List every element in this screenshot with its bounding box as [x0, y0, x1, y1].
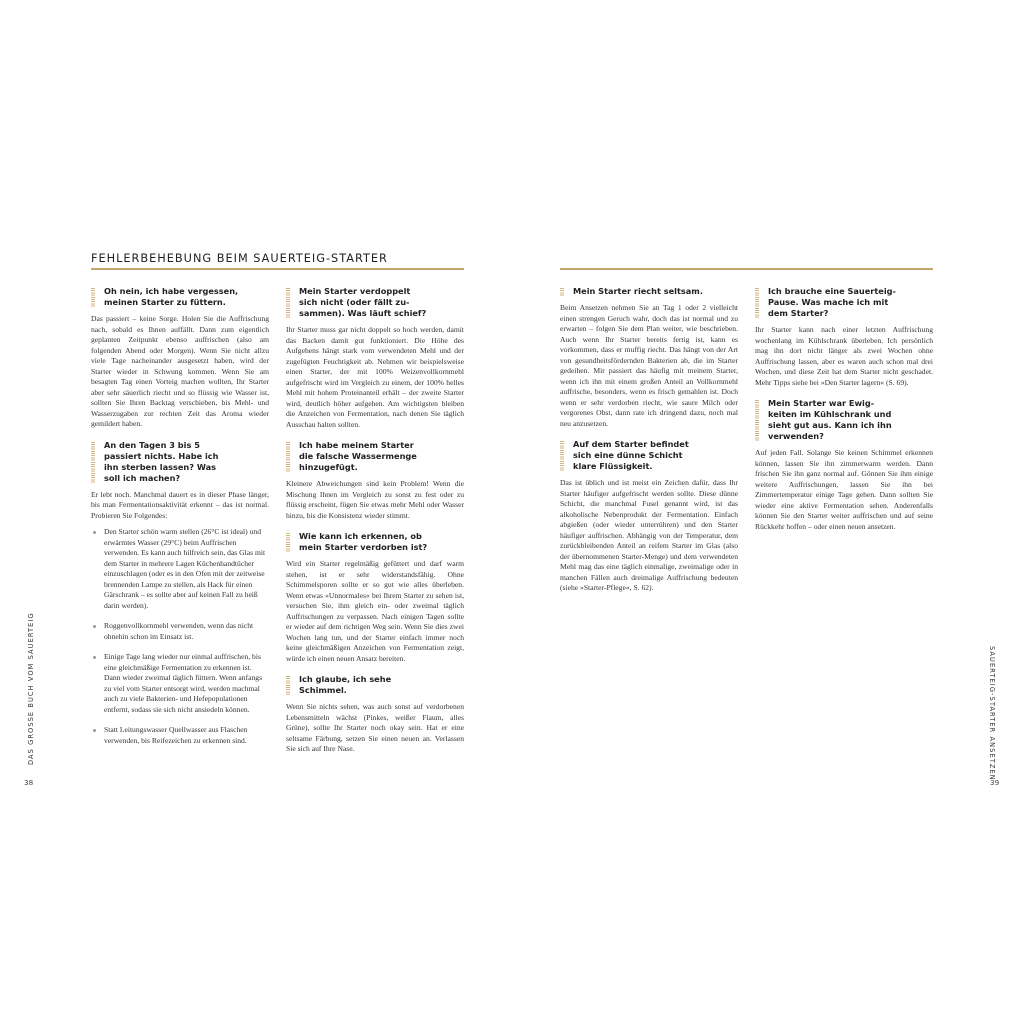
column-3 [560, 286, 738, 594]
question-line: soll ich machen? [104, 472, 181, 483]
answer-text: Beim Ansetzen nehmen Sie an Tag 1 oder 2 vielleicht einen strengen Geruch wahr, doch das ist normal und zu erwarten – folgen Sie dem Plan weiter, wie beschrieben. Auch wenn Ihr Starter bereits fertig ist, kann es vorkommen, dass er muffig riecht. Das hängt von der Art von gesundheitsfördernden Bakterien ab, die im Starter gedeihen. Mir passiert das häufig mit meinem Starter, wenn ich ihn mit einem großen Anteil an Vollkornmehl auffrische, besonders, wenn es frisch gemahlen ist. Doch wenn er sehr verdorben riecht, wie saure Milch oder vergorenes Obst, dann rate ich dringend dazu, noch mal neu anzusetzen. [560, 303, 738, 428]
list-item: Den Starter schön warm stellen (26°C ist ideal) und erwärmtes Wasser (29°C) beim Auffrischen verwenden. Es kann auch hilfreich sein, das Glas mit dem Starter in mehrere Lagen Küchenhandtücher einzuschlagen (oder es in den Ofen mit der zeitweise brennenden Lampe zu stellen, als Hack für einen Gärschrank – es sollte aber auf keinen Fall zu heiß darin werden). [91, 527, 269, 611]
question-block [560, 439, 738, 472]
question-line: Mein Starter riecht seltsam. [573, 286, 703, 296]
question-line: An den Tagen 3 bis 5 [104, 439, 200, 450]
question-line: Ich habe meinem Starter [299, 440, 414, 450]
question-block [91, 286, 269, 308]
question-line: passiert nichts. Habe ich [104, 450, 219, 461]
answer-text: Das passiert – keine Sorge. Holen Sie die Auffrischung nach, sobald es Ihnen auffällt. Dann zum eigentlich geplanten Zeitpunkt ebenso auffrischen (also am folgenden Abend oder Morgen). Wenn Sie nicht allzu viele Tage nacheinander ausgesetzt haben, wird der Starter wieder in Schwung kommen. Wenn Sie am besagten Tag einen Vorteig machen wollten, Ihr Starter aber sehr säuerlich riecht und so flüssig wie Wasser ist, sollten Sie Ihren Backtag verschieben, bis Mehl- und Wasserzugaben zur rechten Zeit das Aroma wieder gemildert haben. [91, 314, 269, 428]
question-line: die falsche Wassermenge [299, 451, 417, 461]
question-line: sammen). Was läuft schief? [299, 308, 427, 318]
question-line: klare Flüssigkeit. [573, 461, 653, 471]
page-number-right: 39 [990, 778, 1000, 787]
question-line: mein Starter verdorben ist? [299, 542, 428, 552]
question-heading [768, 286, 933, 319]
accent-bar [91, 442, 95, 484]
question-line: sich nicht (oder fällt zu- [299, 297, 410, 307]
question-heading [573, 286, 738, 297]
accent-bar [286, 533, 290, 553]
page-number-left: 38 [24, 778, 34, 787]
question-heading [104, 440, 269, 484]
question-line: Auf dem Starter befindet [573, 439, 689, 449]
list-item: Einige Tage lang wieder nur einmal auffrischen, bis eine gleichmäßige Fermentation zu erkennen ist. Dann wieder zweimal täglich füttern. Wenn anfangs zu viel vom Starter entsorgt wird, werden machmal auch zu viele Bakterien- und Hefepopulationen entfernt, sodass sie sich nicht ansiedeln können. [91, 652, 269, 715]
answer-text: Das ist üblich und ist meist ein Zeichen dafür, dass Ihr Starter häufiger aufgefrischt werden sollte. Diese dünne Schicht, die manchmal Fusel genannt wird, ist das alkoholische Nebenprodukt der Fermentation. Einfach abgießen (oder wieder unterrühren) und den Starter häufiger auffrischen. Abhängig von der Temperatur, dem zurückbleibenden Anteil an reifem Starter im Glas (also der übernommenen Starter-Menge) und dem verwendeten Mehl mag das eine täglich einmalige, zweimalige oder in manchen Fällen auch dreimalige Auffrischung bedeuten (siehe »Starter-Pflege«, S. 62). [560, 478, 738, 592]
answer-text: Ihr Starter muss gar nicht doppelt so hoch werden, damit das Backen damit gut funktioniert. Die Höhe des Aufgehens hängt stark vom verwendeten Mehl und der zugefügten Feuchtigkeit ab. Nehmen wir beispielsweise einen Starter, der mit 100% Weizenvollkornmehl aufgefrischt wird im Vergleich zu einem, der 100% helles Mehl mit hohem Proteinanteil erhält – der zweite Starter wird, deutlich höher aufgehen. Am wichtigsten bleiben die Anzeichen von Fermentation, nach denen Sie täglich Ausschau halten sollten. [286, 325, 464, 429]
question-line: meinen Starter zu füttern. [104, 297, 226, 307]
tips-list [91, 527, 269, 746]
list-item: Statt Leitungswasser Quellwasser aus Flaschen verwenden, bis Reifezeichen zu erkennen sind. [91, 725, 269, 746]
answer-text: Auf jeden Fall. Solange Sie keinen Schimmel erkennen können, lassen Sie ihn zimmerwarm werden. Dann frischen Sie ihn ganz normal auf. Gönnen Sie ihm einige weitere Auffrischungen, lassen Sie ihn bei Zimmertemperatur einige Tage gehen. Dann sollten Sie wieder eine aktive Fermentation sehen. Anderenfalls können Sie den Starter weiter auffrischen und auf seine Rückkehr hoffen – oder einen neuen ansetzen. [755, 448, 933, 531]
question-heading [104, 286, 269, 308]
question-line: verwenden? [768, 431, 824, 441]
question-line: Wie kann ich erkennen, ob [299, 531, 422, 541]
question-line: Ich glaube, ich sehe [299, 674, 392, 684]
question-line: Pause. Was mache ich mit [768, 297, 889, 307]
heading-rule-right [560, 268, 933, 270]
accent-bar [91, 288, 95, 308]
accent-bar [286, 442, 290, 473]
question-line: ihn sterben lassen? Was [104, 461, 216, 472]
question-heading [299, 286, 464, 319]
question-heading [573, 439, 738, 472]
accent-bar [560, 441, 564, 472]
question-block [286, 286, 464, 319]
question-line: sieht gut aus. Kann ich ihn [768, 420, 892, 430]
answer-text: Wenn Sie nichts sehen, was auch sonst auf verdorbenen Lebensmitteln wächst (Pinkes, weißer Flaum, alles Grüne), sollte Ihr Starter noch okay sein. Hat er eine seltsame Färbung, setzen Sie einen neuen an. Verlassen Sie sich auf Ihre Nase. [286, 702, 464, 753]
answer-text: Er lebt noch. Manchmal dauert es in dieser Phase länger, bis man Fermentationsaktivität erkennt – das ist normal. Probieren Sie Folgendes: [91, 489, 269, 520]
running-head-left: DAS GROSSE BUCH VOM SAUERTEIG [27, 612, 35, 765]
bullet-icon [93, 531, 96, 534]
bullet-icon [93, 625, 96, 628]
list-item: Roggenvollkornmehl verwenden, wenn das nicht ohnehin schon im Einsatz ist. [91, 621, 269, 642]
bullet-icon [93, 656, 96, 659]
answer-text: Kleinere Abweichungen sind kein Problem! Wenn die Mischung Ihnen im Vergleich zu sonst zu fest oder zu flüssig erscheint, fügen Sie etwas mehr Mehl oder Wasser hinzu, bis die Konsistenz wieder stimmt. [286, 479, 464, 520]
column-4 [755, 286, 933, 532]
question-line: Schimmel. [299, 685, 347, 695]
bullet-icon [93, 729, 96, 732]
accent-bar [286, 676, 290, 696]
question-heading [299, 531, 464, 553]
question-block [755, 398, 933, 442]
question-block [755, 286, 933, 319]
answer-text: Ihr Starter kann nach einer letzten Auffrischung wochenlang im Kühlschrank überleben. Ich persönlich mag ihn dort nicht länger als zwei Wochen ohne Auffrischung lassen, aber es waren auch schon mal drei Wochen, und diese Zeit hat dem Starter nicht geschadet. Mehr Tipps siehe bei »Den Starter lagern« (S. 69). [755, 325, 933, 387]
accent-bar [286, 288, 290, 319]
question-line: dem Starter? [768, 308, 829, 318]
question-heading [299, 674, 464, 696]
column-2 [286, 286, 464, 755]
question-line: Mein Starter war Ewig- [768, 398, 875, 408]
question-block [286, 674, 464, 696]
question-heading [299, 440, 464, 473]
question-line: hinzugefügt. [299, 462, 358, 472]
accent-bar [755, 288, 759, 319]
accent-bar [560, 288, 564, 297]
question-line: Mein Starter verdoppelt [299, 286, 411, 296]
question-block [286, 440, 464, 473]
question-line: sich eine dünne Schicht [573, 450, 683, 460]
answer-text: Wird ein Starter regelmäßig gefüttert und darf warm stehen, ist er sehr widerstandsfähig. Ohne Schimmelsporen sollte er so gut wie alles überleben. Wenn etwas »Unnormales« bei Ihrem Starter zu sehen ist, versuchen Sie, ihm gleich ein- oder zweimal täglich Auffrischungen zu verpassen. Nach einigen Tagen sollte er wieder auf dem richtigen Weg sein. Wenn Sie dies zwei Wochen lang tun, und der Starter einfach immer noch keine gleichmäßigen Anzeichen von Fermentation zeigt, würde ich einen neuen Ansatz bereiten. [286, 559, 464, 663]
question-line: keiten im Kühlschrank und [768, 409, 892, 419]
accent-bar [755, 400, 759, 442]
question-block [286, 531, 464, 553]
question-block [91, 440, 269, 484]
question-heading [768, 398, 933, 442]
section-title: FEHLERBEHEBUNG BEIM SAUERTEIG-STARTER [91, 252, 388, 265]
question-line: Ich brauche eine Sauerteig- [768, 286, 896, 296]
column-1 [91, 286, 269, 756]
heading-rule-left [91, 268, 464, 270]
running-head-right: SAUERTEIG-STARTER ANSETZEN [988, 646, 996, 781]
question-line: Oh nein, ich habe vergessen, [104, 286, 239, 296]
question-block [560, 286, 738, 297]
